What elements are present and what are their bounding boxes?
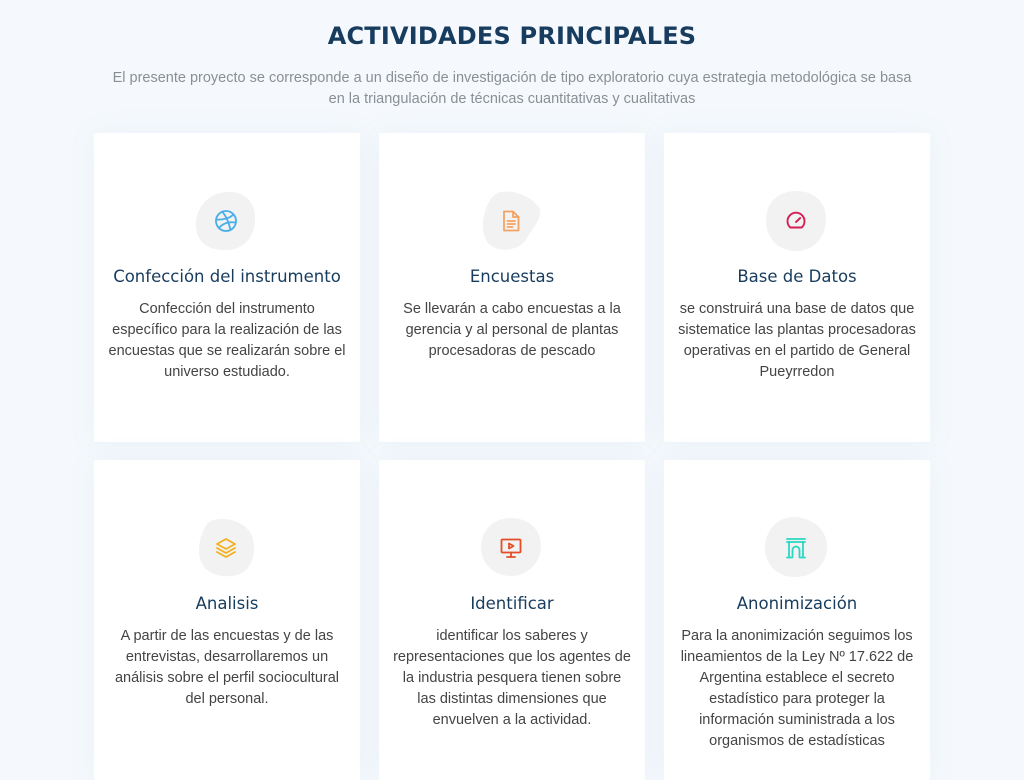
slideshow-icon bbox=[499, 536, 523, 560]
activity-card-confeccion bbox=[94, 133, 360, 442]
activity-card-base-de-datos bbox=[664, 133, 930, 442]
card-title: Identificar bbox=[470, 594, 554, 613]
icon-blob bbox=[479, 516, 543, 580]
card-description: A partir de las encuestas y de las entrevistas, desarrollaremos un análisis sobre el perfil sociocultural del personal. bbox=[114, 628, 340, 707]
card-description: Se llevarán a cabo encuestas a la gerencia y al personal de plantas procesadoras de pescado bbox=[403, 301, 621, 359]
dribbble-icon bbox=[214, 209, 238, 233]
card-title: Analisis bbox=[195, 594, 259, 613]
icon-blob bbox=[194, 516, 258, 580]
icon-blob bbox=[194, 189, 258, 253]
layers-icon bbox=[214, 536, 238, 560]
activity-card-anonimizacion bbox=[664, 460, 930, 780]
icon-blob bbox=[479, 189, 543, 253]
card-description: Para la anonimización seguimos los lineamientos de la Ley Nº 17.622 de Argentina establece el secreto estadístico para proteger la información suministrada a los organismos de estadísticas bbox=[680, 628, 914, 749]
card-description: identificar los saberes y representaciones que los agentes de la industria pesquera tienen sobre las distintas dimensiones que envuelven a la actividad. bbox=[393, 628, 631, 728]
activity-card-identificar bbox=[379, 460, 645, 780]
icon-blob bbox=[764, 189, 828, 253]
card-description: se construirá una base de datos que sistematice las plantas procesadoras operativas en el partido de General Pueyrredon bbox=[678, 301, 916, 380]
card-title: Confección del instrumento bbox=[113, 267, 341, 286]
card-title: Anonimización bbox=[736, 594, 858, 613]
activity-card-encuestas bbox=[379, 133, 645, 442]
arch-icon bbox=[784, 536, 808, 560]
activity-card-analisis bbox=[94, 460, 360, 780]
icon-blob bbox=[764, 516, 828, 580]
document-icon bbox=[499, 209, 523, 233]
section-title: ACTIVIDADES PRINCIPALES bbox=[327, 22, 697, 50]
card-description: Confección del instrumento específico para la realización de las encuestas que se realizarán sobre el universo estudiado. bbox=[108, 301, 346, 380]
card-title: Base de Datos bbox=[737, 267, 857, 286]
card-title: Encuestas bbox=[469, 267, 555, 286]
speedometer-icon bbox=[784, 209, 808, 233]
section-subtitle: El presente proyecto se corresponde a un diseño de investigación de tipo exploratorio cuya estrategia metodológica se basa en la triangulación de técnicas cuantitativas y cualitativas bbox=[112, 70, 912, 107]
